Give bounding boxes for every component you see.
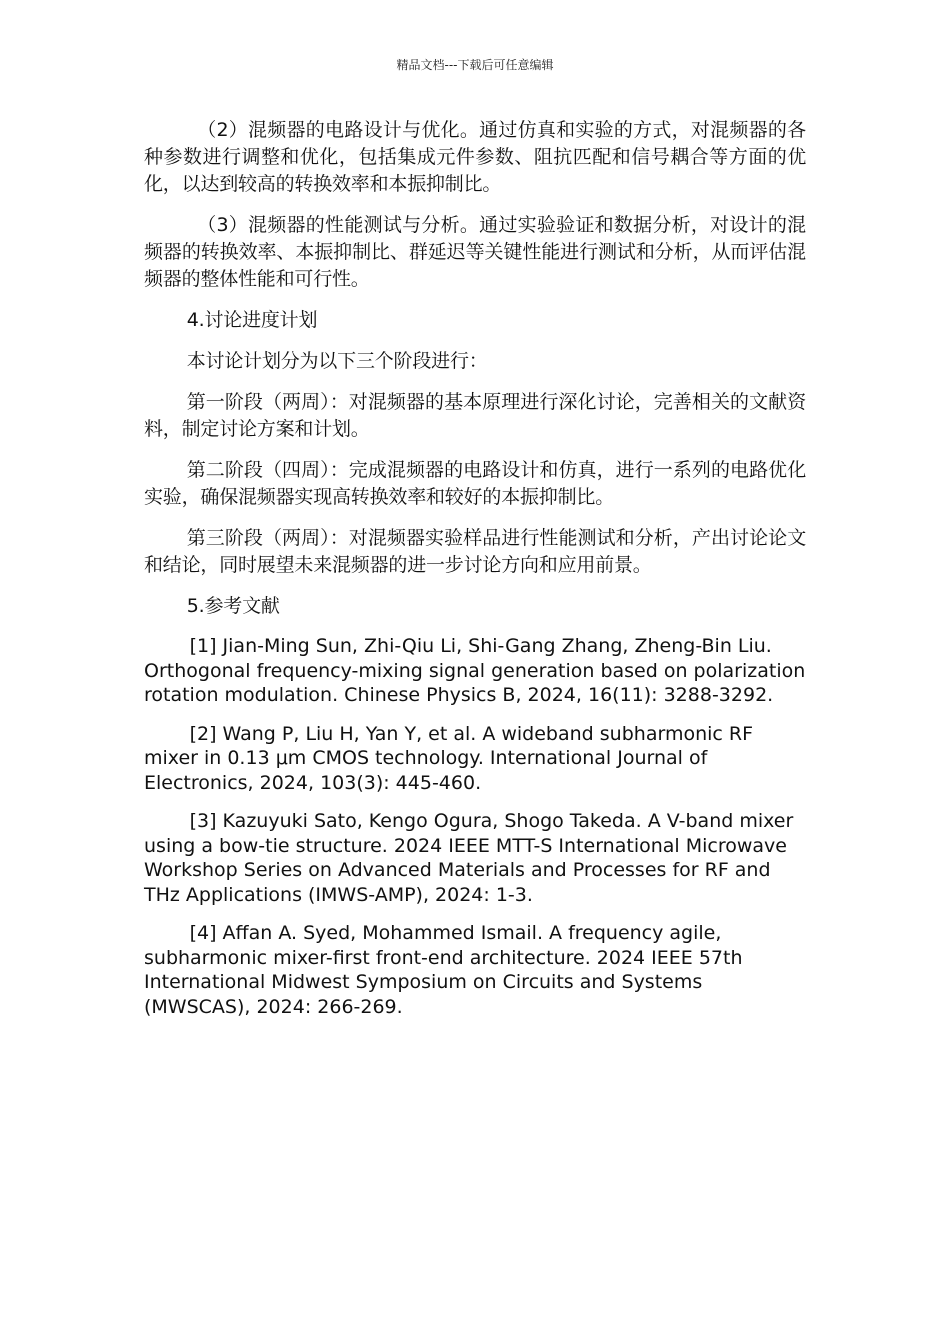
reference-item-2: [2] Wang P, Liu H, Yan Y, et al. A wideband subharmonic RF mixer in 0.13 μm CMOS technology. International Journal of Electronics, 2024, 103(3): 445-460. (144, 722, 754, 794)
schedule-stage-3: 第三阶段（两周）：对混频器实验样品进行性能测试和分析，产出讨论论文和结论，同时展望未来混频器的进一步讨论方向和应用前景。 (144, 527, 806, 576)
reference-item-4: [4] Affan A. Syed, Mohammed Ismail. A frequency agile, subharmonic mixer-first front-end architecture. 2024 IEEE 57th International Midwest Symposium on Circuits and Systems (MWSCAS), 2024: 266-269. (144, 922, 743, 1018)
paragraph-circuit-design: （2）混频器的电路设计与优化。通过仿真和实验的方式，对混频器的各种参数进行调整和优化，包括集成元件参数、阻抗匹配和信号耦合等方面的优化，以达到较高的转换效率和本振抑制比。 (144, 119, 806, 195)
schedule-stage-2: 第二阶段（四周）：完成混频器的电路设计和仿真，进行一系列的电路优化实验，确保混频器实现高转换效率和较好的本振抑制比。 (144, 459, 806, 508)
document-body (144, 117, 806, 1033)
paragraph-performance-test: （3）混频器的性能测试与分析。通过实验验证和数据分析，对设计的混频器的转换效率、本振抑制比、群延迟等关键性能进行测试和分析，从而评估混频器的整体性能和可行性。 (144, 214, 806, 290)
section-title-schedule: 4.讨论进度计划 (186, 309, 318, 331)
reference-item-1: [1] Jian-Ming Sun, Zhi-Qiu Li, Shi-Gang Zhang, Zheng-Bin Liu. Orthogonal frequency-mixing signal generation based on polarization rotation modulation. Chinese Physics B, 2024, 16(11): 3288-3292. (144, 635, 806, 706)
schedule-stage-1: 第一阶段（两周）：对混频器的基本原理进行深化讨论，完善相关的文献资料，制定讨论方案和计划。 (144, 391, 806, 440)
page-header: 精品文档---下载后可任意编辑 (396, 58, 554, 72)
section-title-references: 5.参考文献 (186, 595, 280, 617)
schedule-intro: 本讨论计划分为以下三个阶段进行： (186, 350, 488, 372)
reference-item-3: [3] Kazuyuki Sato, Kengo Ogura, Shogo Takeda. A V-band mixer using a bow-tie structure. 2024 IEEE MTT-S International Microwave Workshop Series on Advanced Materials and Processes for RF and THz Applications (IMWS-AMP), 2024: 1-3. (144, 810, 794, 906)
